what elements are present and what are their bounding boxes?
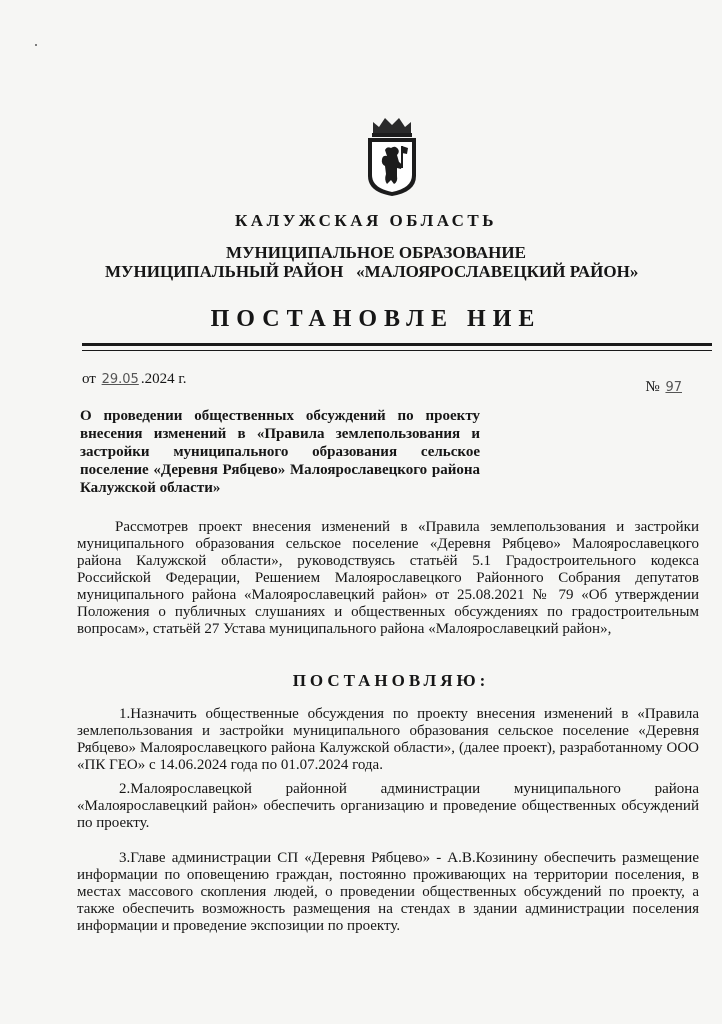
number-prefix: № (645, 379, 660, 395)
document-date (82, 371, 187, 388)
header-rule-thin (82, 350, 712, 351)
municipality-line-1: МУНИЦИПАЛЬНОЕ ОБРАЗОВАНИЕ (226, 243, 526, 262)
decree-heading: ПОСТАНОВЛЯЮ: (292, 671, 490, 690)
date-prefix: от (82, 371, 96, 387)
document-subject: О проведении общественных обсуждений по проекту внесения изменений в «Правила землепользования и застройки муниципального образования сельское поселение «Деревня Рябцево» Малоярославецкого района Калужской области» (80, 408, 480, 496)
preamble-paragraph: Рассмотрев проект внесения изменений в «Правила землепользования и застройки муниципального образования сельское поселение «Деревня Рябцево» Малоярославецкого района Калужской области», руководствуясь статьёй 5.1 Градостроительного кодекса Российской Федерации, Решением Малоярославецкого Районного Собрания депутатов муниципального района «Малоярославецкий район» от 25.08.2021 № 79 «Об утверждении Положения о публичных слушаниях и общественных обсуждениях по градостроительным вопросам», статьёй 27 Устава муниципального района «Малоярославецкий район», (77, 519, 699, 637)
number-handwritten: 97 (665, 380, 682, 395)
header-rule-thick (82, 343, 712, 346)
document-type: ПОСТАНОВЛЕ НИЕ (210, 306, 542, 332)
date-handwritten: 29.05 (101, 372, 139, 387)
decree-item-1: 1.Назначить общественные обсуждения по проекту внесения изменений в «Правила землепользования и застройки муниципального образования сельское поселение «Деревня Рябцево» Малоярославецкого района Калужской области», (далее проект), разработанному ООО «ПК ГЕО» с 14.06.2024 года по 01.07.2024 года. (77, 706, 699, 773)
decree-item-3: 3.Главе администрации СП «Деревня Рябцево» - А.В.Козинину обеспечить размещение информации по оповещению граждан, постоянно проживающих на территории поселения, в местах массового скопления людей, о проведении общественных обсуждений по проекту, а также обеспечить возможность размещения на стендах в здании администрации поселения информации и проведение экспозиции по проекту. (77, 850, 699, 934)
document-number (645, 379, 684, 396)
region-title: КАЛУЖСКАЯ ОБЛАСТЬ (234, 211, 498, 230)
municipality-line-2: МУНИЦИПАЛЬНЫЙ РАЙОН «МАЛОЯРОСЛАВЕЦКИЙ РАЙОН» (105, 262, 639, 281)
scan-speck (35, 44, 37, 46)
coat-of-arms-icon (363, 114, 421, 198)
decree-item-2: 2.Малоярославецкой районной администрации муниципального района «Малоярославецкий район» обеспечить организацию и проведение общественных обсуждений по проекту. (77, 781, 699, 831)
date-suffix: .2024 г. (140, 371, 187, 387)
